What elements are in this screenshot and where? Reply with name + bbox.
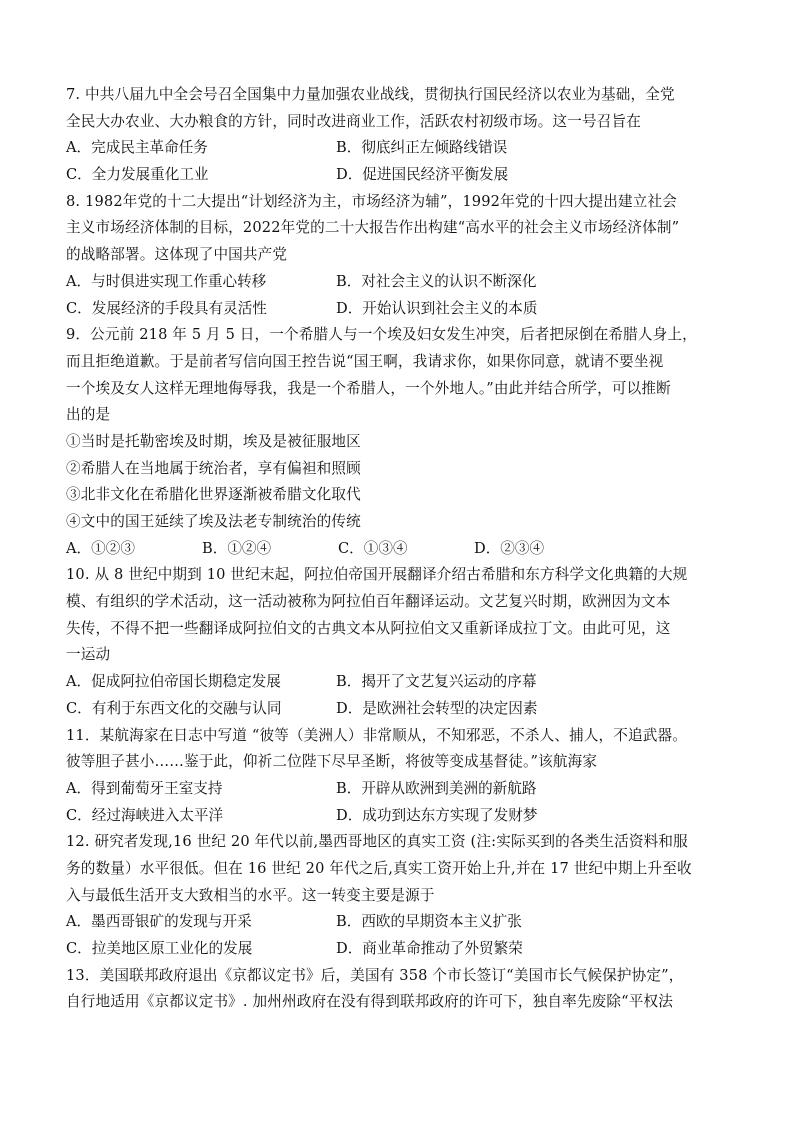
question-stem-line: 一个埃及女人这样无理地侮辱我，我是一个希腊人，一个外地人。”由此并结合所学，可以推断	[66, 379, 671, 397]
question-7	[66, 82, 730, 189]
question-stem-line: 9．公元前 218 年 5 月 5 日，一个希腊人与一个埃及妇女发生冲突，后者把尿倒在希腊人身上，	[66, 326, 697, 344]
question-stem-line: 而且拒绝道歉。于是前者写信向国王控告说“国王啊，我请求你，如果你同意，就请不要坐视	[66, 352, 664, 370]
question-stem-line: 彼等胆子甚小……鉴于此，仰祈二位陛下尽早圣断，将彼等变成基督徒。”该航海家	[66, 753, 598, 771]
question-stem-line: 务的数量）水平很低。但在 16 世纪 20 年代之后,真实工资开始上升,并在 17 世纪中期上升至收	[66, 859, 692, 877]
question-stem-line: ④文中的国王延续了埃及法老专制统治的传统	[66, 513, 361, 530]
question-stem-line: 出的是	[66, 406, 111, 424]
answer-option-a: A．与时俱进实现工作重心转移	[66, 272, 267, 290]
answer-option-d: D．促进国民经济平衡发展	[336, 166, 509, 184]
question-stem-line: 入与最低生活开支大致相当的水平。这一转变主要是源于	[66, 886, 435, 904]
question-stem-line: 10. 从 8 世纪中期到 10 世纪末起，阿拉伯帝国开展翻译介绍古希腊和东方科学文化典籍的大规	[66, 566, 688, 584]
question-11	[66, 723, 730, 830]
question-stem-line: 7. 中共八届九中全会号召全国集中力量加强农业战线，贯彻执行国民经济以农业为基础，全党	[66, 86, 675, 103]
exam-page	[66, 82, 730, 1016]
question-stem-line: 全民大办农业、大办粮食的方针，同时改进商业工作，活跃农村初级市场。这一号召旨在	[66, 112, 642, 130]
answer-option-d: D．②③④	[474, 539, 545, 557]
question-stem-line: 模、有组织的学术活动，这一活动被称为阿拉伯百年翻译运动。文艺复兴时期，欧洲因为文本	[66, 593, 671, 611]
answer-option-a: A．完成民主革命任务	[66, 139, 208, 157]
answer-option-a: A．得到葡萄牙王室支持	[66, 779, 223, 797]
question-10	[66, 562, 730, 722]
options-row	[66, 296, 730, 323]
question-stem-line: 主义市场经济体制的目标，2022年党的二十大报告作出构建“高水平的社会主义市场经济体制”	[66, 219, 680, 237]
options-row	[66, 909, 730, 936]
answer-option-b: B．①②④	[202, 539, 272, 557]
question-stem-line: 自行地适用《京都议定书》. 加州州政府在没有得到联邦政府的许可下，独自率先废除“平权法	[66, 993, 673, 1011]
answer-option-a: A．促成阿拉伯帝国长期稳定发展	[66, 673, 281, 691]
question-9	[66, 322, 730, 562]
question-stem-line: ②希腊人在当地属于统治者，享有偏袒和照顾	[66, 459, 361, 477]
options-row	[66, 936, 730, 963]
answer-option-b: B．彻底纠正左倾路线错误	[336, 139, 508, 157]
answer-option-c: C．①③④	[338, 539, 408, 557]
question-stem-line: 11．某航海家在日志中写道 “彼等（美洲人）非常顺从，不知邪恶，不杀人、捕人，不追武器。	[66, 726, 688, 744]
answer-option-b: B．开辟从欧洲到美洲的新航路	[336, 779, 537, 797]
question-stem-line: 13．美国联邦政府退出《京都议定书》后，美国有 358 个市长签订“美国市长气候保护协定”，	[66, 966, 684, 984]
answer-option-c: C．发展经济的手段具有灵活性	[66, 299, 267, 317]
question-stem-line: 失传，不得不把一些翻译成阿拉伯文的古典文本从阿拉伯文又重新译成拉丁文。由此可见，这	[66, 619, 671, 637]
answer-option-d: D．是欧洲社会转型的决定因素	[336, 699, 538, 717]
question-8	[66, 189, 730, 322]
question-stem-line: 一运动	[66, 646, 111, 664]
options-row	[66, 669, 730, 696]
options-row	[66, 162, 730, 189]
options-row	[66, 269, 730, 296]
answer-option-c: C．经过海峡进入太平洋	[66, 806, 224, 824]
answer-option-c: C．有利于东西文化的交融与认同	[66, 699, 282, 717]
answer-option-c: C．全力发展重化工业	[66, 166, 209, 184]
options-row	[66, 696, 730, 723]
question-12	[66, 829, 730, 962]
question-stem-line: 8. 1982年党的十二大提出“计划经济为主，市场经济为辅”，1992年党的十四大提出建立社会	[66, 192, 678, 210]
answer-option-b: B．西欧的早期资本主义扩张	[336, 913, 522, 931]
options-row	[66, 135, 730, 162]
question-stem-line: ③北非文化在希腊化世界逐渐被希腊文化取代	[66, 486, 361, 504]
answer-option-b: B．揭开了文艺复兴运动的序幕	[336, 673, 537, 691]
options-row	[66, 536, 730, 563]
answer-option-a: A．墨西哥银矿的发现与开采	[66, 913, 252, 931]
question-13	[66, 963, 730, 1016]
options-row	[66, 803, 730, 830]
question-stem-line: 的战略部署。这体现了中国共产党	[66, 246, 288, 264]
answer-option-a: A．①②③	[66, 539, 135, 557]
answer-option-b: B．对社会主义的认识不断深化	[336, 272, 537, 290]
question-stem-line: 12. 研究者发现,16 世纪 20 年代以前,墨西哥地区的真实工资 (注:实际买到的各类生活资料和服	[66, 833, 688, 851]
answer-option-d: D．商业革命推动了外贸繁荣	[336, 940, 523, 957]
question-stem-line: ①当时是托勒密埃及时期，埃及是被征服地区	[66, 432, 361, 450]
answer-option-d: D．开始认识到社会主义的本质	[336, 299, 538, 317]
answer-option-d: D．成功到达东方实现了发财梦	[336, 806, 538, 824]
options-row	[66, 776, 730, 803]
answer-option-c: C．拉美地区原工业化的发展	[66, 940, 253, 957]
